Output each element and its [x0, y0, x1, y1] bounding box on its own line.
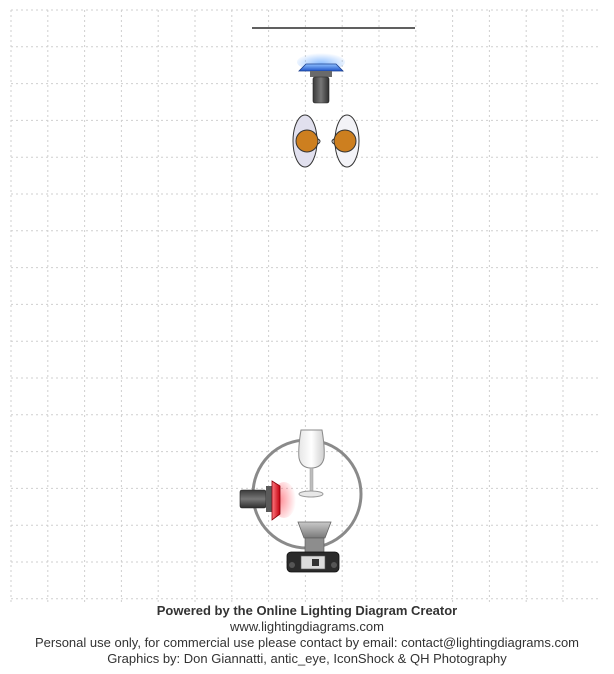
footer-website: www.lightingdiagrams.com — [230, 619, 384, 634]
background-grid — [11, 10, 599, 603]
footer-title: Powered by the Online Lighting Diagram Creator — [156, 603, 458, 618]
person-topdown-icon[interactable] — [293, 115, 320, 167]
wine-glass-icon[interactable] — [299, 430, 325, 497]
footer-license-note: Personal use only, for commercial use please contact by email: contact@lightingdiagrams.com — [34, 635, 580, 650]
spotlight-icon[interactable] — [240, 481, 296, 520]
person-topdown-icon[interactable] — [332, 115, 359, 167]
footer-credits: Graphics by: Don Giannatti, antic_eye, IconShock & QH Photography — [107, 651, 507, 666]
spotlight-icon[interactable] — [297, 53, 345, 103]
